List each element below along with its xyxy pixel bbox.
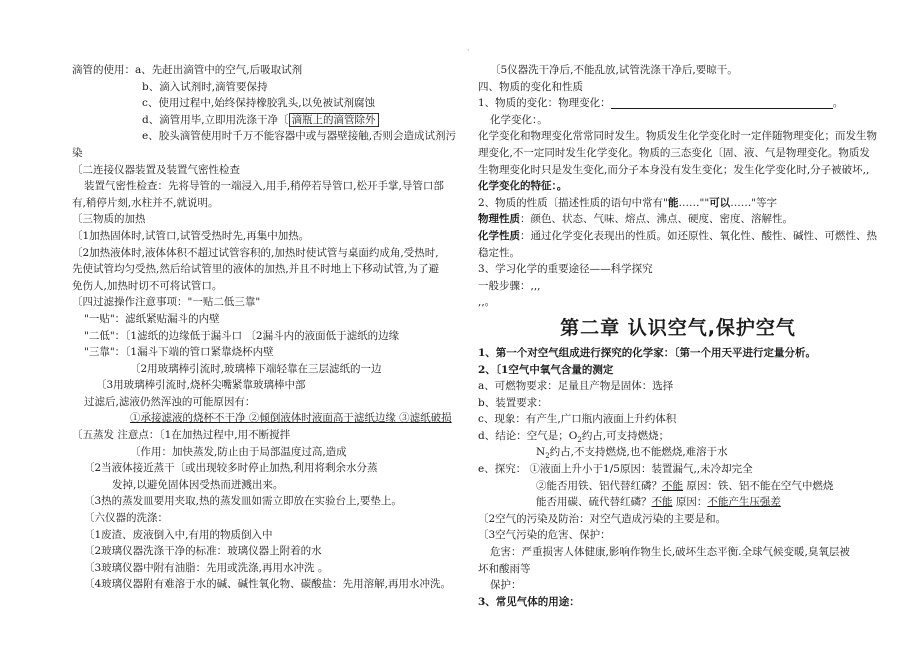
- underlined-text: 不能产生压强差: [707, 496, 781, 509]
- text-span: d、结论：空气是；O: [478, 429, 578, 442]
- text-line: 有,稍停片刻,水柱并不,就说明。: [72, 196, 219, 209]
- text-line: 〔2用玻璃棒引流时,玻璃棒下端轻靠在三层滤纸的一边: [130, 362, 382, 375]
- text-line: 理变化,不一定同时发生化学变化。物质的三态变化〔固、液、气是物理变化。物质发: [478, 146, 870, 159]
- text-line: 免伤人,加热时切不可将试管口。: [72, 279, 223, 292]
- right-column: [478, 62, 878, 610]
- section-heading: 四、物质的变化和性质: [478, 80, 583, 93]
- text-line: [478, 228, 878, 245]
- text-line: "三靠"：〔1漏斗下端的管口紧靠烧杯内壁: [84, 346, 274, 359]
- text-line: e、探究： ①液面上升小于1/5原因：装置漏气,,未冷却完全: [478, 463, 753, 476]
- text-line: 稳定性。: [478, 246, 520, 259]
- bold-text: 能: [668, 196, 679, 209]
- text-line: 坏和酸雨等: [478, 562, 531, 575]
- text-span: ……"等字: [730, 196, 778, 209]
- text-line: 〔4玻璃仪器附有难溶于水的碱、碱性氧化物、碳酸盐：先用溶解,再用水冲洗。: [84, 578, 452, 591]
- text-line: 〔5仪器洗干净后,不能乱放,试管洗涤干净后,要晾干。: [490, 64, 738, 76]
- text-line: 〔3空气污染的危害、保护：: [478, 529, 611, 542]
- chapter-title: 第二章 认识空气,保护空气: [560, 316, 796, 339]
- text-line: [72, 112, 472, 129]
- text-line: c、现象：有产生,广口瓶内液面上升约体积: [478, 413, 677, 426]
- text-span: 原因：铁、铝不能在空气中燃烧: [683, 479, 834, 492]
- text-line: 过滤后,滤液仍然浑浊的可能原因有：: [84, 395, 256, 408]
- text-line: [478, 428, 878, 445]
- text-line: e、胶头滴管使用时千万不能容器中或与器壁接触,否则会造成试剂污: [142, 130, 457, 143]
- section-heading: 〔三物质的加热: [72, 213, 146, 226]
- text-span: ……"": [678, 196, 710, 209]
- text-span: 能否用碳、硫代替红磷？: [536, 496, 652, 509]
- text-line: "一贴"：滤纸紧贴漏斗的内壁: [84, 312, 220, 325]
- underlined-text: 不能: [662, 479, 683, 492]
- text-line: 滴管的使用：a、先赶出滴管中的空气,后吸取试剂: [72, 64, 303, 76]
- text-line: ,,。: [478, 296, 496, 309]
- text-line: 生物理变化时只是发生变化,而分子本身没有发生变化；发生化学变化时,分子被破坏,,: [478, 163, 870, 176]
- text-line: 先使试管均匀受热,然后给试管里的液体的加热,并且不时地上下移动试管,为了避: [72, 263, 440, 276]
- page-mark: ·: [467, 46, 470, 55]
- text-line: [478, 478, 878, 495]
- text-line: 化学变化和物理变化常常同时发生。物质发生化学变化时一定伴随物理变化；而发生物: [478, 130, 877, 143]
- fill-blank: [611, 98, 833, 109]
- text-line: 染: [72, 146, 83, 159]
- text-line: 〔3热的蒸发皿要用夹取,热的蒸发皿如需立即放在实验台上,要垫上。: [84, 495, 402, 508]
- text-line: 〔1加热固体时,试管口,试管受热时先,再集中加热。: [72, 229, 310, 242]
- text-span: ：通过化学变化表现出的性质。如还原性、氧化性、酸性、碱性、可燃性、热: [520, 229, 877, 242]
- text-line: 1、第一个对空气组成进行探究的化学家：〔第一个用天平进行定量分析。: [478, 346, 817, 359]
- text-line: 〔1废渣、废液倒入中,有用的物质倒入中: [84, 528, 273, 541]
- text-line: 化学变化的特征：。: [478, 180, 568, 193]
- text-line: b、装置要求：: [478, 396, 548, 409]
- text-line: [478, 195, 878, 212]
- text-line: 装置气密性检查：先将导管的一端浸入,用手,稍停若导管口,松开手掌,导管口部: [84, 180, 444, 193]
- text-line: a、可燃物要求：足量且产物是固体：选择: [478, 380, 674, 393]
- text-line: 〔2空气的污染及防治：对空气造成污染的主要是和。: [478, 512, 727, 525]
- bold-text: 物理性质: [478, 213, 520, 226]
- bold-text: 可以: [709, 196, 731, 209]
- text-line: [478, 444, 878, 461]
- text-line: [478, 494, 878, 511]
- section-heading: 〔六仪器的洗涤：: [84, 512, 168, 525]
- section-heading: 〔五蒸发 注意点：〔1在加热过程中,用不断搅拌: [72, 429, 291, 442]
- bold-text: 化学性质: [478, 229, 520, 242]
- text-span: 原因：: [672, 496, 708, 509]
- text-line: 危害：严重损害人体健康,影响作物生长,破坏生态平衡.全球气候变暖,臭氧层被: [490, 546, 850, 559]
- text-line: 〔2加热液体时,液体体积不超过试管容积的,加热时使试管与桌面约成角,受热时,: [72, 246, 439, 259]
- text-line: 〔2当液体接近蒸干〔或出现较多时停止加热,利用将剩余水分蒸: [84, 462, 378, 475]
- text-span: ②能否用铁、铝代替红磷？: [536, 479, 662, 492]
- text-line: 〔3玻璃仪器中附有油脂：先用或洗涤,再用水冲洗 。: [84, 561, 329, 574]
- subscript: 2: [577, 435, 582, 444]
- text-line: "二低"：〔1滤纸的边缘低于漏斗口 〔2漏斗内的液面低于滤纸的边缘: [84, 329, 400, 342]
- subscript: 2: [545, 452, 550, 461]
- section-heading: 〔四过滤操作注意事项："一贴二低三靠": [72, 296, 261, 309]
- text-span: d、滴管用毕,立即用洗涤干净〔: [142, 113, 289, 126]
- text-line: ①承接滤液的烧杯不干净 ②倾倒液体时液面高于滤纸边缘 ③滤纸破损: [130, 412, 452, 425]
- underlined-text: 不能: [651, 496, 673, 509]
- text-line: 发掉,以避免固体因受热而迸溅出来。: [112, 478, 284, 491]
- text-line: b、滴入试剂时,滴管要保持: [142, 80, 268, 93]
- text-line: 〔3用玻璃棒引流时,烧杯尖嘴紧靠玻璃棒中部: [96, 379, 306, 392]
- text-line: 3、学习化学的重要途径——科学探究: [478, 263, 653, 276]
- text-span: N: [536, 446, 546, 459]
- text-span: 。: [832, 97, 844, 110]
- text-line: [478, 211, 878, 228]
- text-line: [478, 95, 878, 112]
- text-line: 2、〔1空气中氧气含量的测定: [478, 363, 614, 376]
- text-line: 保护：: [490, 579, 522, 592]
- text-span: 约占,不支持燃烧,也不能燃烧,难溶于水: [549, 446, 728, 459]
- section-heading: 〔二连接仪器装置及装置气密性检查: [72, 163, 240, 176]
- text-line: 化学变化：。: [490, 113, 548, 126]
- left-column: [72, 62, 472, 593]
- text-span: ：颜色、状态、气味、熔点、沸点、硬度、密度、溶解性。: [520, 213, 793, 226]
- text-line: c、使用过程中,始终保持橡胶乳头,以免被试剂腐蚀: [142, 97, 376, 110]
- text-line: 一般步骤：,,,: [478, 279, 541, 292]
- text-line: 3、常见气体的用途：: [478, 595, 580, 608]
- text-line: 〔作用：加快蒸发,防止由于局部温度过高,造成: [130, 445, 347, 458]
- boxed-text: 滴瓶上的滴管除外: [289, 113, 379, 127]
- text-span: 2、物质的性质〔描述性质的语句中常有": [478, 196, 669, 209]
- text-span: 1、物质的变化：物理变化：: [478, 97, 611, 110]
- text-line: 〔2玻璃仪器洗涤干净的标准：玻璃仪器上附着的水: [84, 545, 322, 558]
- text-span: 约占,可支持燃烧；: [581, 429, 670, 442]
